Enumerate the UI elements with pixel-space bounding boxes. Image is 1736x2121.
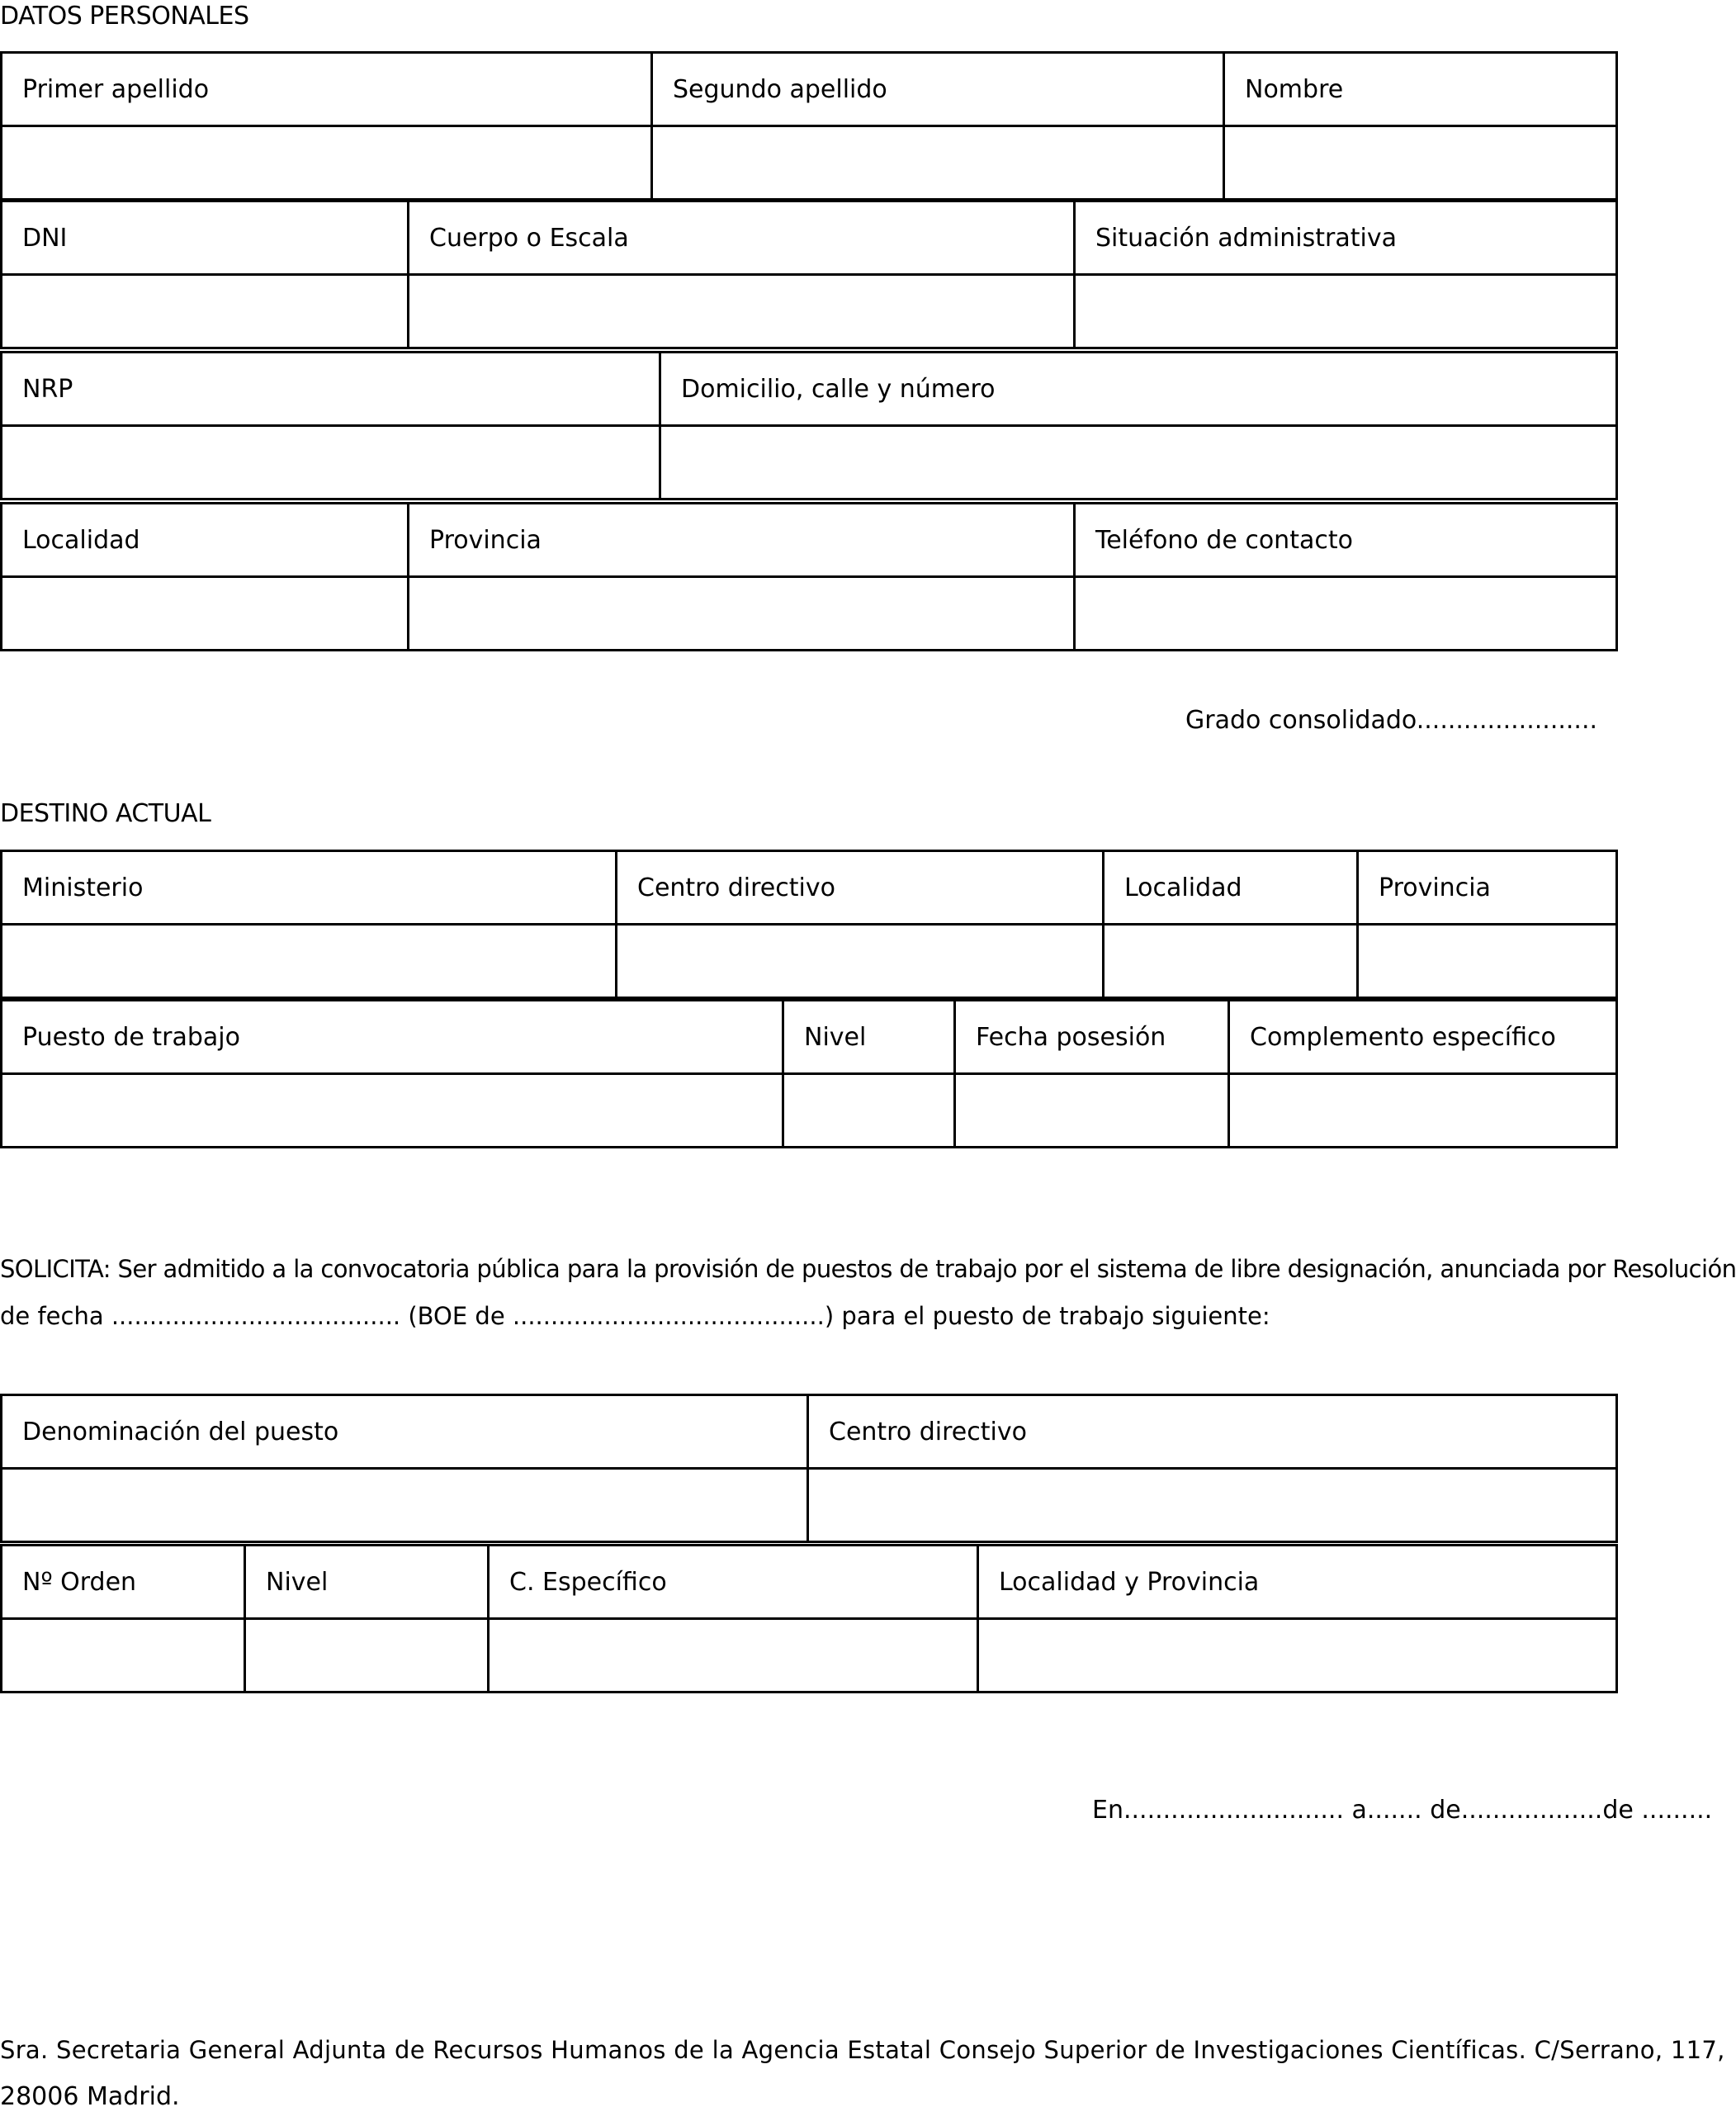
puesto-solicitado-table-2	[0, 1544, 1618, 1693]
destino-provincia-field[interactable]	[1358, 925, 1617, 998]
provincia-field[interactable]	[409, 577, 1075, 651]
label-provincia: Provincia	[409, 504, 1075, 577]
personal-data-table-1	[0, 51, 1618, 201]
label-complemento-especifico: Complemento específico	[1229, 1001, 1617, 1074]
label-destino-provincia: Provincia	[1358, 851, 1617, 925]
destinatario-line-1: Sra. Secretaria General Adjunta de Recursos Humanos de la Agencia Estatal Consejo Superior de Investigaciones Científicas. C/Serrano, 117,	[0, 2036, 1725, 2064]
destino-table-2	[0, 999, 1618, 1148]
numero-orden-field[interactable]	[2, 1619, 245, 1693]
label-fecha-posesion: Fecha posesión	[955, 1001, 1229, 1074]
section-title-destino-actual: DESTINO ACTUAL	[0, 799, 211, 828]
cuerpo-escala-field[interactable]	[409, 275, 1075, 348]
localidad-provincia-field[interactable]	[978, 1619, 1617, 1693]
c-especifico-field[interactable]	[489, 1619, 978, 1693]
label-telefono: Teléfono de contacto	[1075, 504, 1617, 577]
segundo-apellido-field[interactable]	[652, 126, 1224, 200]
label-numero-orden: Nº Orden	[2, 1546, 245, 1619]
nrp-field[interactable]	[2, 426, 660, 499]
label-nrp: NRP	[2, 353, 660, 426]
label-denominacion-puesto: Denominación del puesto	[2, 1395, 808, 1469]
personal-data-table-2	[0, 200, 1618, 349]
ministerio-field[interactable]	[2, 925, 617, 998]
solicita-line-2: de fecha ...................................... (BOE de .........................................) para el puesto de trabajo siguiente:	[0, 1302, 1270, 1330]
nombre-field[interactable]	[1224, 126, 1617, 200]
dni-field[interactable]	[2, 275, 409, 348]
label-situacion-administrativa: Situación administrativa	[1075, 201, 1617, 275]
personal-data-table-3	[0, 351, 1618, 500]
label-solicitud-nivel: Nivel	[245, 1546, 489, 1619]
label-cuerpo-escala: Cuerpo o Escala	[409, 201, 1075, 275]
fecha-lugar-line: En............................ a....... de..................de .........	[1092, 1796, 1713, 1825]
label-domicilio: Domicilio, calle y número	[660, 353, 1617, 426]
situacion-administrativa-field[interactable]	[1075, 275, 1617, 348]
fecha-posesion-field[interactable]	[955, 1074, 1229, 1148]
primer-apellido-field[interactable]	[2, 126, 652, 200]
localidad-field[interactable]	[2, 577, 409, 651]
label-centro-directivo: Centro directivo	[617, 851, 1104, 925]
destino-table-1	[0, 850, 1618, 999]
grado-consolidado: Grado consolidado.......................	[1185, 706, 1598, 735]
solicitud-centro-directivo-field[interactable]	[808, 1469, 1617, 1542]
label-segundo-apellido: Segundo apellido	[652, 53, 1224, 126]
label-puesto-trabajo: Puesto de trabajo	[2, 1001, 783, 1074]
destinatario-line-2: 28006 Madrid.	[0, 2082, 180, 2111]
personal-data-table-4	[0, 502, 1618, 651]
label-localidad-provincia: Localidad y Provincia	[978, 1546, 1617, 1619]
label-nivel: Nivel	[783, 1001, 955, 1074]
label-c-especifico: C. Específico	[489, 1546, 978, 1619]
label-localidad: Localidad	[2, 504, 409, 577]
telefono-field[interactable]	[1075, 577, 1617, 651]
nivel-field[interactable]	[783, 1074, 955, 1148]
label-solicitud-centro-directivo: Centro directivo	[808, 1395, 1617, 1469]
denominacion-puesto-field[interactable]	[2, 1469, 808, 1542]
destino-localidad-field[interactable]	[1104, 925, 1358, 998]
label-dni: DNI	[2, 201, 409, 275]
domicilio-field[interactable]	[660, 426, 1617, 499]
puesto-trabajo-field[interactable]	[2, 1074, 783, 1148]
solicita-line-1: SOLICITA: Ser admitido a la convocatoria pública para la provisión de puestos de trabajo por el sistema de libre designación, anunciada por Resolución	[0, 1255, 1736, 1283]
centro-directivo-field[interactable]	[617, 925, 1104, 998]
label-nombre: Nombre	[1224, 53, 1617, 126]
solicitud-nivel-field[interactable]	[245, 1619, 489, 1693]
label-destino-localidad: Localidad	[1104, 851, 1358, 925]
label-ministerio: Ministerio	[2, 851, 617, 925]
complemento-especifico-field[interactable]	[1229, 1074, 1617, 1148]
label-primer-apellido: Primer apellido	[2, 53, 652, 126]
puesto-solicitado-table-1	[0, 1394, 1618, 1543]
section-title-datos-personales: DATOS PERSONALES	[0, 2, 249, 31]
